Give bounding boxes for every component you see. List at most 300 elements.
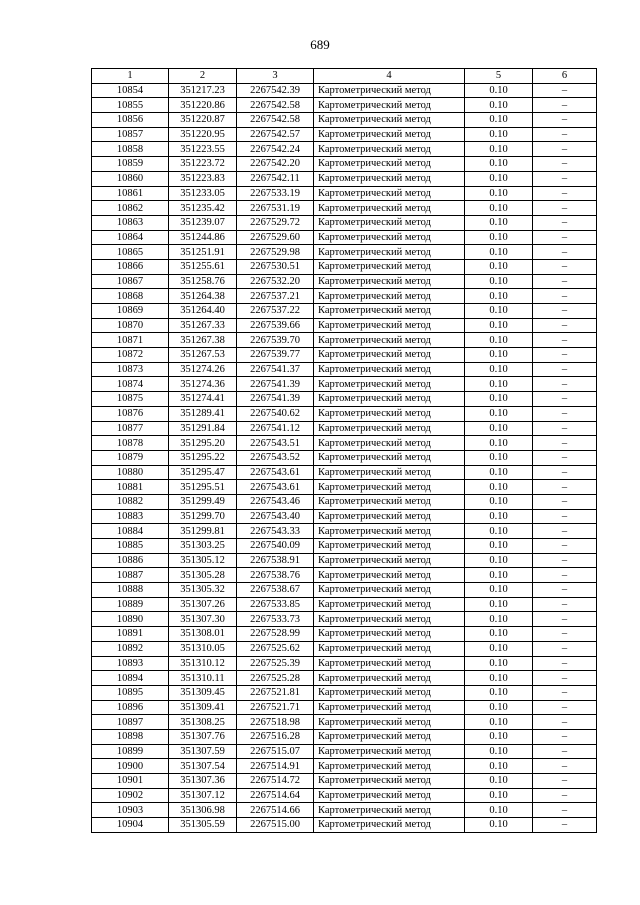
note-cell: –: [533, 113, 597, 128]
accuracy-cell: 0.10: [465, 450, 533, 465]
table-row: [92, 759, 597, 774]
accuracy-cell: 0.10: [465, 127, 533, 142]
page-number: 689: [310, 37, 330, 52]
method-cell: Картометрический метод: [314, 450, 465, 465]
accuracy-cell: 0.10: [465, 377, 533, 392]
y-coordinate-cell: 2267532.20: [237, 274, 314, 289]
table-row: [92, 465, 597, 480]
table-row: [92, 612, 597, 627]
method-cell: Картометрический метод: [314, 818, 465, 833]
note-cell: –: [533, 553, 597, 568]
method-cell: Картометрический метод: [314, 406, 465, 421]
accuracy-cell: 0.10: [465, 715, 533, 730]
accuracy-cell: 0.10: [465, 406, 533, 421]
accuracy-cell: 0.10: [465, 656, 533, 671]
y-coordinate-cell: 2267541.12: [237, 421, 314, 436]
note-cell: –: [533, 245, 597, 260]
table-row: [92, 627, 597, 642]
point-number-cell: 10866: [92, 259, 169, 274]
method-cell: Картометрический метод: [314, 245, 465, 260]
accuracy-cell: 0.10: [465, 201, 533, 216]
note-cell: –: [533, 759, 597, 774]
y-coordinate-cell: 2267514.72: [237, 774, 314, 789]
x-coordinate-cell: 351267.38: [169, 333, 237, 348]
x-coordinate-cell: 351223.83: [169, 171, 237, 186]
x-coordinate-cell: 351308.25: [169, 715, 237, 730]
x-coordinate-cell: 351310.12: [169, 656, 237, 671]
y-coordinate-cell: 2267543.46: [237, 494, 314, 509]
x-coordinate-cell: 351307.12: [169, 788, 237, 803]
y-coordinate-cell: 2267543.51: [237, 436, 314, 451]
y-coordinate-cell: 2267529.72: [237, 215, 314, 230]
point-number-cell: 10885: [92, 539, 169, 554]
note-cell: –: [533, 494, 597, 509]
method-cell: Картометрический метод: [314, 524, 465, 539]
note-cell: –: [533, 348, 597, 363]
method-cell: Картометрический метод: [314, 641, 465, 656]
y-coordinate-cell: 2267516.28: [237, 729, 314, 744]
accuracy-cell: 0.10: [465, 318, 533, 333]
x-coordinate-cell: 351267.33: [169, 318, 237, 333]
y-coordinate-cell: 2267538.76: [237, 568, 314, 583]
accuracy-cell: 0.10: [465, 612, 533, 627]
accuracy-cell: 0.10: [465, 333, 533, 348]
method-cell: Картометрический метод: [314, 201, 465, 216]
method-cell: Картометрический метод: [314, 553, 465, 568]
y-coordinate-cell: 2267514.66: [237, 803, 314, 818]
table-row: [92, 348, 597, 363]
table-row: [92, 98, 597, 113]
method-cell: Картометрический метод: [314, 377, 465, 392]
method-cell: Картометрический метод: [314, 259, 465, 274]
y-coordinate-cell: 2267533.85: [237, 597, 314, 612]
x-coordinate-cell: 351258.76: [169, 274, 237, 289]
point-number-cell: 10896: [92, 700, 169, 715]
table-row: [92, 362, 597, 377]
table-row: [92, 142, 597, 157]
accuracy-cell: 0.10: [465, 788, 533, 803]
table-row: [92, 671, 597, 686]
point-number-cell: 10900: [92, 759, 169, 774]
accuracy-cell: 0.10: [465, 230, 533, 245]
point-number-cell: 10878: [92, 436, 169, 451]
table-row: [92, 259, 597, 274]
note-cell: –: [533, 201, 597, 216]
table-row: [92, 377, 597, 392]
point-number-cell: 10877: [92, 421, 169, 436]
x-coordinate-cell: 351295.47: [169, 465, 237, 480]
point-number-cell: 10870: [92, 318, 169, 333]
point-number-cell: 10862: [92, 201, 169, 216]
y-coordinate-cell: 2267533.19: [237, 186, 314, 201]
accuracy-cell: 0.10: [465, 671, 533, 686]
method-cell: Картометрический метод: [314, 392, 465, 407]
note-cell: –: [533, 612, 597, 627]
point-number-cell: 10871: [92, 333, 169, 348]
point-number-cell: 10874: [92, 377, 169, 392]
x-coordinate-cell: 351307.30: [169, 612, 237, 627]
x-coordinate-cell: 351220.87: [169, 113, 237, 128]
method-cell: Картометрический метод: [314, 583, 465, 598]
x-coordinate-cell: 351251.91: [169, 245, 237, 260]
note-cell: –: [533, 656, 597, 671]
y-coordinate-cell: 2267542.20: [237, 157, 314, 172]
method-cell: Картометрический метод: [314, 774, 465, 789]
y-coordinate-cell: 2267541.39: [237, 377, 314, 392]
note-cell: –: [533, 186, 597, 201]
y-coordinate-cell: 2267521.81: [237, 685, 314, 700]
point-number-cell: 10880: [92, 465, 169, 480]
accuracy-cell: 0.10: [465, 304, 533, 319]
point-number-cell: 10903: [92, 803, 169, 818]
accuracy-cell: 0.10: [465, 729, 533, 744]
y-coordinate-cell: 2267542.11: [237, 171, 314, 186]
accuracy-cell: 0.10: [465, 245, 533, 260]
accuracy-cell: 0.10: [465, 348, 533, 363]
x-coordinate-cell: 351295.20: [169, 436, 237, 451]
method-cell: Картометрический метод: [314, 186, 465, 201]
x-coordinate-cell: 351235.42: [169, 201, 237, 216]
table-row: [92, 171, 597, 186]
point-number-cell: 10860: [92, 171, 169, 186]
table-row: [92, 83, 597, 98]
point-number-cell: 10894: [92, 671, 169, 686]
y-coordinate-cell: 2267543.52: [237, 450, 314, 465]
point-number-cell: 10858: [92, 142, 169, 157]
x-coordinate-cell: 351299.81: [169, 524, 237, 539]
point-number-cell: 10863: [92, 215, 169, 230]
table-row: [92, 494, 597, 509]
note-cell: –: [533, 230, 597, 245]
table-row: [92, 568, 597, 583]
method-cell: Картометрический метод: [314, 83, 465, 98]
method-cell: Картометрический метод: [314, 700, 465, 715]
accuracy-cell: 0.10: [465, 113, 533, 128]
x-coordinate-cell: 351307.36: [169, 774, 237, 789]
column-header: 2: [169, 69, 237, 84]
y-coordinate-cell: 2267543.40: [237, 509, 314, 524]
table-row: [92, 685, 597, 700]
point-number-cell: 10891: [92, 627, 169, 642]
note-cell: –: [533, 539, 597, 554]
y-coordinate-cell: 2267537.22: [237, 304, 314, 319]
note-cell: –: [533, 127, 597, 142]
table-row: [92, 729, 597, 744]
table-header-row: [92, 69, 597, 84]
accuracy-cell: 0.10: [465, 289, 533, 304]
accuracy-cell: 0.10: [465, 774, 533, 789]
x-coordinate-cell: 351264.40: [169, 304, 237, 319]
accuracy-cell: 0.10: [465, 157, 533, 172]
method-cell: Картометрический метод: [314, 685, 465, 700]
accuracy-cell: 0.10: [465, 818, 533, 833]
accuracy-cell: 0.10: [465, 392, 533, 407]
accuracy-cell: 0.10: [465, 685, 533, 700]
y-coordinate-cell: 2267538.91: [237, 553, 314, 568]
method-cell: Картометрический метод: [314, 568, 465, 583]
point-number-cell: 10895: [92, 685, 169, 700]
note-cell: –: [533, 685, 597, 700]
point-number-cell: 10887: [92, 568, 169, 583]
point-number-cell: 10861: [92, 186, 169, 201]
method-cell: Картометрический метод: [314, 230, 465, 245]
accuracy-cell: 0.10: [465, 186, 533, 201]
point-number-cell: 10904: [92, 818, 169, 833]
x-coordinate-cell: 351217.23: [169, 83, 237, 98]
method-cell: Картометрический метод: [314, 304, 465, 319]
y-coordinate-cell: 2267540.09: [237, 539, 314, 554]
note-cell: –: [533, 803, 597, 818]
note-cell: –: [533, 318, 597, 333]
note-cell: –: [533, 333, 597, 348]
x-coordinate-cell: 351307.54: [169, 759, 237, 774]
y-coordinate-cell: 2267529.60: [237, 230, 314, 245]
x-coordinate-cell: 351310.11: [169, 671, 237, 686]
x-coordinate-cell: 351306.98: [169, 803, 237, 818]
accuracy-cell: 0.10: [465, 539, 533, 554]
y-coordinate-cell: 2267515.00: [237, 818, 314, 833]
method-cell: Картометрический метод: [314, 627, 465, 642]
table-row: [92, 450, 597, 465]
method-cell: Картометрический метод: [314, 421, 465, 436]
accuracy-cell: 0.10: [465, 465, 533, 480]
x-coordinate-cell: 351305.32: [169, 583, 237, 598]
table-row: [92, 597, 597, 612]
point-number-cell: 10857: [92, 127, 169, 142]
accuracy-cell: 0.10: [465, 215, 533, 230]
point-number-cell: 10886: [92, 553, 169, 568]
note-cell: –: [533, 392, 597, 407]
table-row: [92, 715, 597, 730]
method-cell: Картометрический метод: [314, 465, 465, 480]
table-body: [92, 83, 597, 832]
note-cell: –: [533, 377, 597, 392]
method-cell: Картометрический метод: [314, 113, 465, 128]
point-number-cell: 10882: [92, 494, 169, 509]
x-coordinate-cell: 351267.53: [169, 348, 237, 363]
x-coordinate-cell: 351255.61: [169, 259, 237, 274]
point-number-cell: 10854: [92, 83, 169, 98]
point-number-cell: 10901: [92, 774, 169, 789]
note-cell: –: [533, 421, 597, 436]
note-cell: –: [533, 597, 597, 612]
x-coordinate-cell: 351305.28: [169, 568, 237, 583]
method-cell: Картометрический метод: [314, 171, 465, 186]
table-row: [92, 421, 597, 436]
accuracy-cell: 0.10: [465, 98, 533, 113]
accuracy-cell: 0.10: [465, 524, 533, 539]
note-cell: –: [533, 465, 597, 480]
column-header: 1: [92, 69, 169, 84]
table-row: [92, 509, 597, 524]
table-row: [92, 700, 597, 715]
point-number-cell: 10893: [92, 656, 169, 671]
x-coordinate-cell: 351220.95: [169, 127, 237, 142]
point-number-cell: 10868: [92, 289, 169, 304]
accuracy-cell: 0.10: [465, 259, 533, 274]
y-coordinate-cell: 2267530.51: [237, 259, 314, 274]
y-coordinate-cell: 2267541.37: [237, 362, 314, 377]
x-coordinate-cell: 351274.41: [169, 392, 237, 407]
x-coordinate-cell: 351307.59: [169, 744, 237, 759]
note-cell: –: [533, 715, 597, 730]
table-row: [92, 641, 597, 656]
note-cell: –: [533, 157, 597, 172]
accuracy-cell: 0.10: [465, 700, 533, 715]
table-row: [92, 818, 597, 833]
accuracy-cell: 0.10: [465, 568, 533, 583]
method-cell: Картометрический метод: [314, 671, 465, 686]
x-coordinate-cell: 351299.70: [169, 509, 237, 524]
note-cell: –: [533, 788, 597, 803]
accuracy-cell: 0.10: [465, 759, 533, 774]
table-row: [92, 113, 597, 128]
table-row: [92, 539, 597, 554]
table-row: [92, 392, 597, 407]
table-row: [92, 245, 597, 260]
y-coordinate-cell: 2267514.91: [237, 759, 314, 774]
note-cell: –: [533, 509, 597, 524]
accuracy-cell: 0.10: [465, 171, 533, 186]
y-coordinate-cell: 2267538.67: [237, 583, 314, 598]
point-number-cell: 10879: [92, 450, 169, 465]
note-cell: –: [533, 83, 597, 98]
table-row: [92, 186, 597, 201]
y-coordinate-cell: 2267541.39: [237, 392, 314, 407]
y-coordinate-cell: 2267537.21: [237, 289, 314, 304]
x-coordinate-cell: 351309.41: [169, 700, 237, 715]
note-cell: –: [533, 568, 597, 583]
y-coordinate-cell: 2267542.24: [237, 142, 314, 157]
x-coordinate-cell: 351307.26: [169, 597, 237, 612]
accuracy-cell: 0.10: [465, 83, 533, 98]
table-row: [92, 157, 597, 172]
table-row: [92, 788, 597, 803]
method-cell: Картометрический метод: [314, 274, 465, 289]
note-cell: –: [533, 583, 597, 598]
note-cell: –: [533, 274, 597, 289]
note-cell: –: [533, 289, 597, 304]
x-coordinate-cell: 351295.22: [169, 450, 237, 465]
point-number-cell: 10899: [92, 744, 169, 759]
y-coordinate-cell: 2267525.28: [237, 671, 314, 686]
note-cell: –: [533, 171, 597, 186]
method-cell: Картометрический метод: [314, 480, 465, 495]
table-row: [92, 436, 597, 451]
note-cell: –: [533, 362, 597, 377]
x-coordinate-cell: 351310.05: [169, 641, 237, 656]
note-cell: –: [533, 304, 597, 319]
method-cell: Картометрический метод: [314, 612, 465, 627]
y-coordinate-cell: 2267515.07: [237, 744, 314, 759]
point-number-cell: 10859: [92, 157, 169, 172]
note-cell: –: [533, 406, 597, 421]
y-coordinate-cell: 2267518.98: [237, 715, 314, 730]
accuracy-cell: 0.10: [465, 362, 533, 377]
y-coordinate-cell: 2267531.19: [237, 201, 314, 216]
table-row: [92, 289, 597, 304]
x-coordinate-cell: 351305.59: [169, 818, 237, 833]
y-coordinate-cell: 2267539.70: [237, 333, 314, 348]
table-row: [92, 304, 597, 319]
x-coordinate-cell: 351223.55: [169, 142, 237, 157]
table-row: [92, 406, 597, 421]
method-cell: Картометрический метод: [314, 656, 465, 671]
x-coordinate-cell: 351239.07: [169, 215, 237, 230]
method-cell: Картометрический метод: [314, 729, 465, 744]
table-row: [92, 230, 597, 245]
x-coordinate-cell: 351299.49: [169, 494, 237, 509]
note-cell: –: [533, 98, 597, 113]
x-coordinate-cell: 351289.41: [169, 406, 237, 421]
point-number-cell: 10872: [92, 348, 169, 363]
method-cell: Картометрический метод: [314, 318, 465, 333]
column-header: 5: [465, 69, 533, 84]
y-coordinate-cell: 2267542.39: [237, 83, 314, 98]
point-number-cell: 10889: [92, 597, 169, 612]
table-row: [92, 333, 597, 348]
point-number-cell: 10873: [92, 362, 169, 377]
accuracy-cell: 0.10: [465, 274, 533, 289]
note-cell: –: [533, 480, 597, 495]
accuracy-cell: 0.10: [465, 480, 533, 495]
note-cell: –: [533, 627, 597, 642]
x-coordinate-cell: 351303.25: [169, 539, 237, 554]
note-cell: –: [533, 700, 597, 715]
accuracy-cell: 0.10: [465, 744, 533, 759]
accuracy-cell: 0.10: [465, 553, 533, 568]
y-coordinate-cell: 2267525.62: [237, 641, 314, 656]
table-row: [92, 201, 597, 216]
accuracy-cell: 0.10: [465, 436, 533, 451]
method-cell: Картометрический метод: [314, 539, 465, 554]
method-cell: Картометрический метод: [314, 157, 465, 172]
note-cell: –: [533, 774, 597, 789]
note-cell: –: [533, 671, 597, 686]
point-number-cell: 10869: [92, 304, 169, 319]
table-row: [92, 215, 597, 230]
column-header: 4: [314, 69, 465, 84]
point-number-cell: 10864: [92, 230, 169, 245]
method-cell: Картометрический метод: [314, 759, 465, 774]
accuracy-cell: 0.10: [465, 803, 533, 818]
y-coordinate-cell: 2267525.39: [237, 656, 314, 671]
note-cell: –: [533, 259, 597, 274]
y-coordinate-cell: 2267540.62: [237, 406, 314, 421]
point-number-cell: 10867: [92, 274, 169, 289]
method-cell: Картометрический метод: [314, 289, 465, 304]
method-cell: Картометрический метод: [314, 494, 465, 509]
accuracy-cell: 0.10: [465, 421, 533, 436]
method-cell: Картометрический метод: [314, 215, 465, 230]
accuracy-cell: 0.10: [465, 597, 533, 612]
table-row: [92, 127, 597, 142]
method-cell: Картометрический метод: [314, 803, 465, 818]
note-cell: –: [533, 818, 597, 833]
method-cell: Картометрический метод: [314, 333, 465, 348]
y-coordinate-cell: 2267521.71: [237, 700, 314, 715]
table-row: [92, 803, 597, 818]
y-coordinate-cell: 2267533.73: [237, 612, 314, 627]
table-row: [92, 274, 597, 289]
method-cell: Картометрический метод: [314, 98, 465, 113]
point-number-cell: 10902: [92, 788, 169, 803]
note-cell: –: [533, 729, 597, 744]
x-coordinate-cell: 351307.76: [169, 729, 237, 744]
method-cell: Картометрический метод: [314, 509, 465, 524]
method-cell: Картометрический метод: [314, 362, 465, 377]
point-number-cell: 10898: [92, 729, 169, 744]
